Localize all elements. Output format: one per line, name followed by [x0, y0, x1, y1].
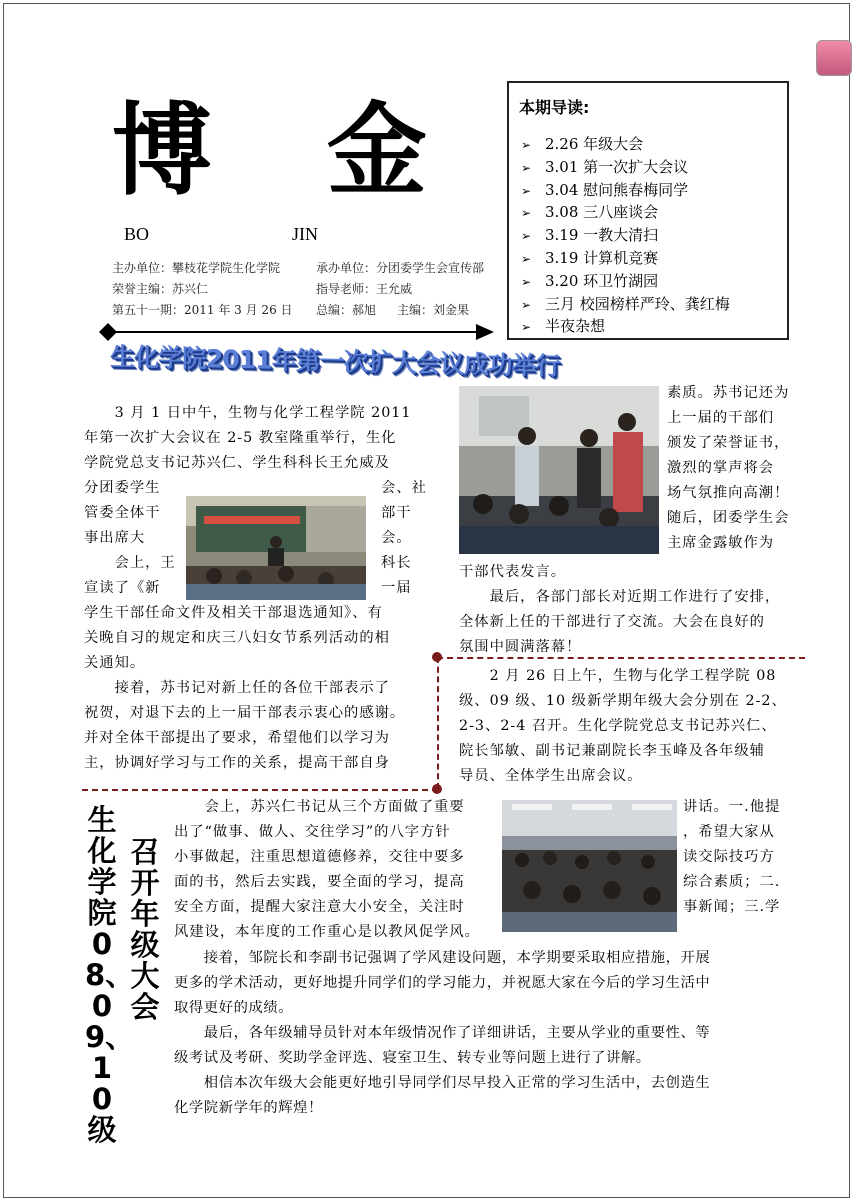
- arrow-right-icon: [476, 324, 494, 340]
- bullet-arrow-icon: ➢: [521, 138, 532, 152]
- toc-item[interactable]: ➢ 3.20 环卫竹湖园: [521, 270, 730, 293]
- article2-vertical-title-col1: 生化学院08、09、10级: [85, 803, 135, 1147]
- toc-item[interactable]: ➢ 3.01 第一次扩大会议: [521, 156, 730, 179]
- article2-bottom-body: 接着，邹院长和李副书记强调了学风建设问题，本学期要采取相应措施，开展 更多的学术活动，更好地提升同学们的学习能力，并祝愿大家在今后的学习生活中 取得更好的成绩。 最后，各年级辅导员针对本年级情况作了详细讲话，主要从学业的重要性、等 级考试及考研、奖助学金评选、寝室卫生、转专业等问题上进行了讲解。 相信本次年级大会能更好地引导同学们尽早投入正常的学习生活中，去创造生 化学院新学年的辉煌！: [174, 950, 711, 1116]
- meta-host: 主办单位：攀枝花学院生化学院: [112, 261, 281, 275]
- article2-intro: 2 月 26 日上午，生物与化学工程学院 08 级、09 级、10 级新学期年级大会分别在 2-2、 2-3、2-4 召开。生化学院党总支书记苏兴仁、 院长邹敏、副书记兼副院长李玉峰及各年级辅 导员、全体学生出席会议。: [459, 668, 787, 784]
- article1-left-body: 3 月 1 日中午，生物与化学工程学院 2011 年第一次扩大会议在 2-5 教室隆重举行，生化 学院党总支书记苏兴仁、学生科科长王允威及 分团委学生 管委全体干 事出席大 会上，王 宣读了《新 学生干部任命文件及相关干部退选通知》、有 关晚自习的规定和庆三八妇女节系列活动的相 关通知。 接着，苏书记对新上任的各位干部表示了 祝贺，对退下去的上一届干部表示衷心的感谢。 并对全体干部提出了要求，希望他们以学习为 主，协调好学习与工作的关系，提高干部自身: [84, 405, 412, 771]
- section-divider-top: [437, 657, 805, 659]
- app-widget-icon[interactable]: [816, 40, 852, 76]
- bullet-arrow-icon: ➢: [521, 320, 532, 335]
- bullet-arrow-icon: ➢: [521, 183, 532, 198]
- toc-list: [521, 133, 730, 338]
- article2-right-body: 讲话。一.他提 ，希望大家从 读交际技巧方 综合素质；二. 事新闻；三.学: [683, 799, 781, 915]
- bullet-arrow-icon: ➢: [521, 251, 532, 266]
- meta-chief-editor: 总编：郝旭: [316, 303, 377, 317]
- bullet-arrow-icon: ➢: [521, 229, 532, 244]
- article2-vertical-title-col2: 召开年级大会: [130, 835, 160, 1024]
- meeting-classroom-photo: [186, 496, 366, 600]
- pinyin-jin: JIN: [292, 224, 318, 244]
- divider-dot-top: [432, 652, 442, 662]
- toc-item[interactable]: ➢ 3.19 一教大清扫: [521, 224, 730, 247]
- section-divider-bottom: [82, 789, 438, 791]
- toc-box: [507, 81, 789, 340]
- pinyin-bo: BO: [124, 224, 150, 244]
- divider-dot-bottom: [432, 784, 442, 794]
- meta-editor: 主编：刘金果: [397, 303, 470, 317]
- article1-right-body: 素质。苏书记还为 上一届的干部们 颁发了荣誉证书， 激烈的掌声将会 场气氛推向高潮！ 随后，团委学生会 主席金露敏作为: [667, 385, 790, 551]
- article2-left-body: 会上，苏兴仁书记从三个方面做了重要 出了“做事、做人、交往学习”的八字方针 小事做起，注重思想道德修养，交往中要多 面的书，然后去实践，要全面的学习，提高 安全方面，提醒大家注意大小安全，关注时 风建设，本年度的工作重心是以教风促学风。: [174, 799, 480, 940]
- article1-right-bottom: 干部代表发言。 最后，各部门部长对近期工作进行了安排， 全体新上任的干部进行了交流。大会在良好的 氛围中圆满落幕！: [459, 564, 781, 655]
- toc-item[interactable]: ➢ 2.26 年级大会: [521, 133, 730, 156]
- article1-wrap-right: 会、社 部干 会。 科长 一届: [381, 480, 427, 596]
- article1-headline: 生化学院2011年第一次扩大会议成功举行: [110, 342, 560, 381]
- masthead-divider: [108, 331, 483, 333]
- bullet-arrow-icon: ➢: [521, 297, 532, 312]
- toc-item[interactable]: ➢ 3.08 三八座谈会: [521, 201, 730, 224]
- bullet-arrow-icon: ➢: [521, 274, 532, 289]
- meta-honorary-editor: 荣誉主编：苏兴仁: [112, 282, 209, 296]
- bullet-arrow-icon: ➢: [521, 160, 532, 175]
- toc-title: 本期导读:: [519, 98, 590, 117]
- toc-item[interactable]: ➢ 三月 校园榜样严玲、龚红梅: [521, 293, 730, 316]
- section-divider-vertical: [437, 657, 439, 789]
- award-ceremony-photo: [459, 386, 659, 554]
- grade-assembly-photo: [502, 800, 677, 932]
- meta-advisor: 指导老师：王允威: [316, 282, 413, 296]
- toc-item[interactable]: ➢ 3.04 慰问熊春梅同学: [521, 179, 730, 202]
- meta-organizer: 承办单位：分团委学生会宣传部: [316, 261, 485, 275]
- bullet-arrow-icon: ➢: [521, 206, 532, 221]
- toc-item[interactable]: ➢ 半夜杂想: [521, 315, 730, 338]
- meta-issue: 第五十一期：2011 年 3 月 26 日: [112, 303, 293, 317]
- toc-item[interactable]: ➢ 3.19 计算机竞赛: [521, 247, 730, 270]
- masthead-title: 博 金: [112, 91, 467, 209]
